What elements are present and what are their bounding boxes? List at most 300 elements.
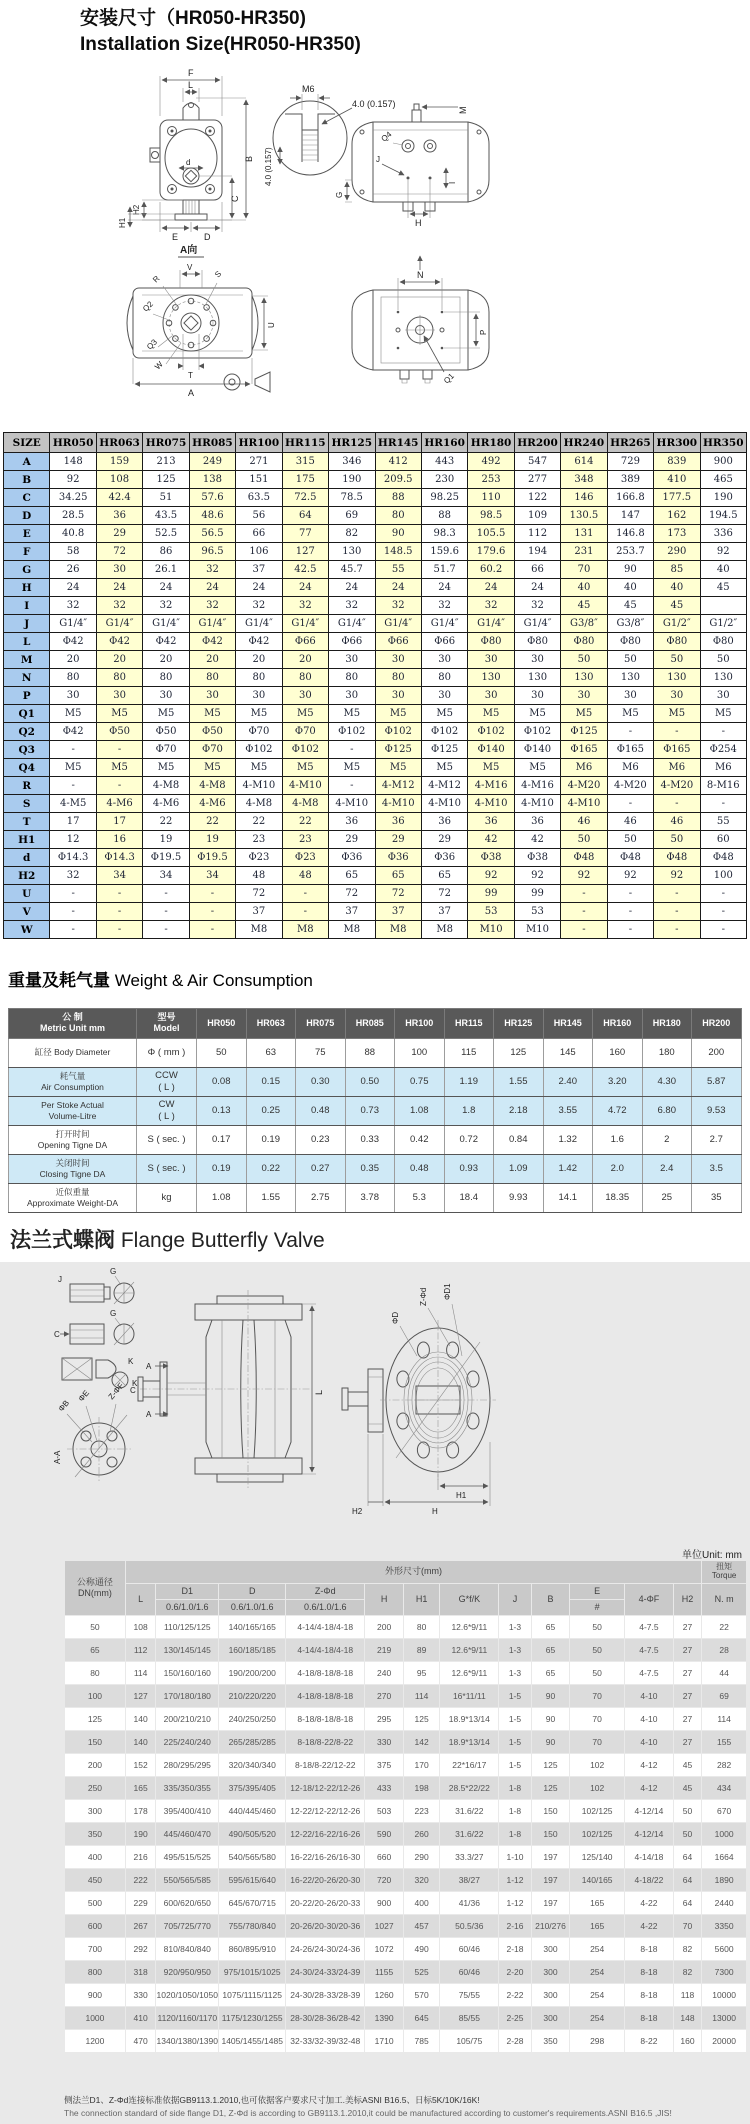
size-value-cell: 26.1	[143, 561, 189, 579]
size-value-cell: 88	[375, 489, 421, 507]
valve-value-cell: 298	[570, 2030, 625, 2053]
size-value-cell: Φ42	[50, 723, 96, 741]
valve-value-cell: 70	[570, 1731, 625, 1754]
valve-value-cell: 254	[570, 2007, 625, 2030]
size-value-cell: 30	[514, 651, 560, 669]
valve-value-cell: 12.6*9/11	[440, 1639, 499, 1662]
svg-text:4.0 (0.157): 4.0 (0.157)	[264, 147, 273, 186]
svg-text:N: N	[417, 270, 424, 280]
size-value-cell: 30	[514, 687, 560, 705]
size-value-cell: -	[607, 723, 653, 741]
weight-table-header	[9, 1009, 742, 1039]
valve-value-cell: 64	[673, 1869, 701, 1892]
size-row-label: J	[4, 615, 50, 633]
weight-value-cell: 18.35	[593, 1183, 643, 1212]
size-value-cell: G1/4″	[375, 615, 421, 633]
valve-value-cell: 320	[403, 1869, 440, 1892]
size-value-cell: M5	[421, 759, 467, 777]
size-value-cell: Φ80	[654, 633, 700, 651]
size-value-cell: 36	[468, 813, 514, 831]
size-row-V	[4, 903, 747, 921]
size-value-cell: M8	[421, 921, 467, 939]
size-value-cell: -	[96, 903, 142, 921]
valve-value-cell: 223	[403, 1800, 440, 1823]
size-row-H	[4, 579, 747, 597]
size-header-cell: HR100	[236, 433, 282, 453]
size-value-cell: 16	[96, 831, 142, 849]
size-value-cell: 32	[50, 597, 96, 615]
weight-value-cell: 1.08	[395, 1096, 445, 1125]
valve-value-cell: 70	[570, 1685, 625, 1708]
size-value-cell: 34.25	[50, 489, 96, 507]
col-h: H	[365, 1583, 404, 1616]
size-value-cell	[700, 597, 746, 615]
size-value-cell: 127	[282, 543, 328, 561]
size-row-label: I	[4, 597, 50, 615]
valve-value-cell: 2-25	[499, 2007, 531, 2030]
valve-value-cell: 670	[702, 1800, 747, 1823]
weight-value-cell: 0.23	[296, 1125, 346, 1154]
size-value-cell: 80	[236, 669, 282, 687]
valve-value-cell: 12.6*9/11	[440, 1616, 499, 1639]
svg-text:P: P	[479, 329, 488, 335]
valve-row-dn-100	[65, 1685, 747, 1708]
valve-value-cell: 4-10	[625, 1685, 674, 1708]
size-value-cell: M5	[654, 705, 700, 723]
size-value-cell: G1/4″	[236, 615, 282, 633]
valve-value-cell: 41/36	[440, 1892, 499, 1915]
size-value-cell: G1/4″	[189, 615, 235, 633]
col-h1: H1	[403, 1583, 440, 1616]
dn-header: 公称通径 DN(mm)	[65, 1561, 126, 1616]
valve-value-cell: 8-18	[625, 2007, 674, 2030]
valve-value-cell: 503	[365, 1800, 404, 1823]
size-value-cell: 4-M10	[329, 795, 375, 813]
valve-value-cell: 24-30/28-33/28-39	[286, 1984, 365, 2007]
pressure-d: 0.6/1.0/1.6	[219, 1599, 286, 1615]
size-value-cell: 78.5	[329, 489, 375, 507]
valve-row-dn-900	[65, 1984, 747, 2007]
torque-header: 扭矩 Torque	[702, 1561, 747, 1584]
valve-value-cell: 4-12	[625, 1777, 674, 1800]
valve-value-cell: 125	[531, 1754, 570, 1777]
valve-value-cell: 330	[365, 1731, 404, 1754]
valve-value-cell: 16-22/16-26/16-30	[286, 1846, 365, 1869]
size-value-cell: 57.6	[189, 489, 235, 507]
valve-value-cell: 89	[403, 1639, 440, 1662]
size-value-cell: Φ23	[236, 849, 282, 867]
valve-value-cell: 540/565/580	[219, 1846, 286, 1869]
size-value-cell: 51	[143, 489, 189, 507]
size-value-cell: 20	[236, 651, 282, 669]
weight-row-unit: S ( sec. )	[137, 1154, 197, 1183]
valve-value-cell: 75/55	[440, 1984, 499, 2007]
size-value-cell: Φ19.5	[143, 849, 189, 867]
valve-value-cell: 28-30/28-36/28-42	[286, 2007, 365, 2030]
model-column-header: HR145	[543, 1009, 593, 1039]
size-header-cell: HR240	[561, 433, 607, 453]
valve-value-cell: 4-14/18	[625, 1846, 674, 1869]
size-header-cell: HR350	[700, 433, 746, 453]
size-value-cell: 190	[329, 471, 375, 489]
size-value-cell: -	[654, 921, 700, 939]
valve-value-cell: 645/670/715	[219, 1892, 286, 1915]
size-value-cell: 30	[468, 687, 514, 705]
size-value-cell: 4-M8	[282, 795, 328, 813]
weight-value-cell: 1.55	[246, 1183, 296, 1212]
size-value-cell: 105.5	[468, 525, 514, 543]
size-value-cell: 50	[654, 831, 700, 849]
weight-value-cell: 3.78	[345, 1183, 395, 1212]
valve-value-cell: 12-18/12-22/12-26	[286, 1777, 365, 1800]
size-value-cell: 24	[189, 579, 235, 597]
size-value-cell: 50	[607, 651, 653, 669]
size-value-cell: 80	[329, 669, 375, 687]
valve-value-cell: 190/200/200	[219, 1662, 286, 1685]
valve-value-cell: 150	[65, 1731, 126, 1754]
valve-value-cell: 20-26/20-30/20-36	[286, 1915, 365, 1938]
size-value-cell: 24	[282, 579, 328, 597]
valve-value-cell: 900	[65, 1984, 126, 2007]
valve-value-cell: 8-18/8-18/8-18	[286, 1708, 365, 1731]
valve-value-cell: 300	[531, 1961, 570, 1984]
size-value-cell: Φ80	[514, 633, 560, 651]
valve-value-cell: 198	[403, 1777, 440, 1800]
size-value-cell: 72	[421, 885, 467, 903]
svg-text:A向: A向	[180, 245, 198, 256]
valve-value-cell: 490	[403, 1938, 440, 1961]
valve-value-cell: 165	[125, 1777, 155, 1800]
valve-value-cell: 160	[673, 2030, 701, 2053]
col-gfk: G*f/K	[440, 1583, 499, 1616]
size-row-label: Q2	[4, 723, 50, 741]
size-value-cell: M5	[468, 705, 514, 723]
valve-value-cell: 229	[125, 1892, 155, 1915]
size-value-cell: 37	[236, 561, 282, 579]
size-value-cell: 122	[514, 489, 560, 507]
svg-text:J: J	[376, 155, 380, 164]
size-value-cell: M5	[700, 705, 746, 723]
valve-value-cell: 210/276	[531, 1915, 570, 1938]
size-value-cell: 22	[189, 813, 235, 831]
valve-value-cell: 95	[403, 1662, 440, 1685]
thread-detail-view	[264, 84, 396, 186]
size-value-cell: M5	[468, 759, 514, 777]
valve-value-cell: 210/220/220	[219, 1685, 286, 1708]
valve-value-cell: 50.5/36	[440, 1915, 499, 1938]
size-header-cell: HR160	[421, 433, 467, 453]
valve-value-cell: 1-10	[499, 1846, 531, 1869]
valve-row-dn-125	[65, 1708, 747, 1731]
weight-value-cell: 0.19	[246, 1125, 296, 1154]
weight-row-name: Per Stoke Actual Volume-Litre	[9, 1096, 137, 1125]
svg-text:U: U	[267, 322, 276, 328]
valve-table-header	[65, 1561, 747, 1616]
weight-value-cell: 35	[692, 1183, 742, 1212]
weight-row-name: 耗气量 Air Consumption	[9, 1067, 137, 1096]
size-value-cell: M5	[96, 705, 142, 723]
size-value-cell: G1/4″	[282, 615, 328, 633]
valve-value-cell: 178	[125, 1800, 155, 1823]
valve-value-cell: 1075/1115/1125	[219, 1984, 286, 2007]
size-value-cell: 45	[700, 579, 746, 597]
size-value-cell: 839	[654, 453, 700, 471]
valve-value-cell: 65	[531, 1616, 570, 1639]
valve-value-cell: 2-18	[499, 1938, 531, 1961]
valve-value-cell: 31.6/22	[440, 1800, 499, 1823]
svg-text:K: K	[132, 1379, 138, 1388]
valve-value-cell: 755/780/840	[219, 1915, 286, 1938]
weight-value-cell: 50	[197, 1038, 247, 1067]
weight-value-cell: 0.48	[296, 1096, 346, 1125]
weight-value-cell: 1.09	[494, 1154, 544, 1183]
size-value-cell: Φ165	[607, 741, 653, 759]
valve-value-cell: 900	[365, 1892, 404, 1915]
size-value-cell: Φ140	[468, 741, 514, 759]
weight-value-cell: 0.27	[296, 1154, 346, 1183]
size-value-cell: M10	[468, 921, 514, 939]
size-value-cell: 98.5	[468, 507, 514, 525]
size-value-cell: 19	[189, 831, 235, 849]
valve-value-cell: 44	[702, 1662, 747, 1685]
size-value-cell: 130	[468, 669, 514, 687]
size-value-cell: 90	[607, 561, 653, 579]
valve-value-cell: 254	[570, 1961, 625, 1984]
size-row-J	[4, 615, 747, 633]
size-value-cell: 29	[421, 831, 467, 849]
size-value-cell: 72	[375, 885, 421, 903]
weight-row	[9, 1125, 742, 1154]
weight-value-cell: 2.0	[593, 1154, 643, 1183]
valve-value-cell: 114	[702, 1708, 747, 1731]
valve-section	[0, 1262, 750, 2124]
size-value-cell: Φ254	[700, 741, 746, 759]
svg-text:I: I	[448, 181, 457, 184]
size-value-cell: 4-M10	[468, 795, 514, 813]
valve-row-dn-450	[65, 1869, 747, 1892]
weight-value-cell: 2	[642, 1125, 692, 1154]
weight-value-cell: 0.25	[246, 1096, 296, 1125]
size-value-cell: 45	[607, 597, 653, 615]
valve-part-figures	[54, 1267, 138, 1388]
weight-value-cell: 75	[296, 1038, 346, 1067]
svg-text:Q3: Q3	[145, 337, 159, 352]
valve-value-cell: 7300	[702, 1961, 747, 1984]
size-value-cell: 29	[96, 525, 142, 543]
size-row-label: C	[4, 489, 50, 507]
weight-row	[9, 1154, 742, 1183]
valve-value-cell: 1-5	[499, 1685, 531, 1708]
valve-value-cell: 170/180/180	[156, 1685, 219, 1708]
weight-value-cell: 1.55	[494, 1067, 544, 1096]
weight-value-cell: 180	[642, 1038, 692, 1067]
size-value-cell: M5	[189, 759, 235, 777]
size-value-cell: 30	[96, 687, 142, 705]
svg-text:F: F	[188, 68, 194, 78]
size-value-cell: 4-M10	[282, 777, 328, 795]
size-value-cell: 900	[700, 453, 746, 471]
size-value-cell: Φ70	[236, 723, 282, 741]
size-row-Q2	[4, 723, 747, 741]
size-value-cell: 20	[189, 651, 235, 669]
size-value-cell: M5	[189, 705, 235, 723]
size-value-cell: 20	[143, 651, 189, 669]
valve-value-cell: 4-14/4-18/4-18	[286, 1639, 365, 1662]
size-value-cell: 72	[236, 885, 282, 903]
size-value-cell: 209.5	[375, 471, 421, 489]
size-value-cell: Φ36	[329, 849, 375, 867]
model-column-header: HR125	[494, 1009, 544, 1039]
valve-value-cell: 12-22/16-22/16-26	[286, 1823, 365, 1846]
valve-value-cell: 300	[531, 1938, 570, 1961]
col-zd: Z-Φd	[286, 1583, 365, 1599]
size-row-label: M	[4, 651, 50, 669]
valve-value-cell: 16-22/20-26/20-30	[286, 1869, 365, 1892]
valve-value-cell: 550/565/585	[156, 1869, 219, 1892]
svg-text:Q2: Q2	[141, 299, 155, 314]
valve-value-cell: 100	[65, 1685, 126, 1708]
valve-value-cell: 27	[673, 1708, 701, 1731]
size-value-cell: 99	[514, 885, 560, 903]
valve-value-cell: 22	[702, 1616, 747, 1639]
size-value-cell: Φ125	[375, 741, 421, 759]
size-row-label: F	[4, 543, 50, 561]
weight-value-cell: 125	[494, 1038, 544, 1067]
size-value-cell: Φ102	[468, 723, 514, 741]
size-value-cell: 138	[189, 471, 235, 489]
weight-value-cell: 0.48	[395, 1154, 445, 1183]
pressure-d1: 0.6/1.0/1.6	[156, 1599, 219, 1615]
valve-value-cell: 8-18	[625, 1961, 674, 1984]
svg-text:T: T	[188, 371, 193, 380]
valve-value-cell: 160/185/185	[219, 1639, 286, 1662]
valve-dimension-table	[64, 1560, 747, 2053]
size-value-cell: 4-M16	[468, 777, 514, 795]
valve-value-cell: 27	[673, 1662, 701, 1685]
size-value-cell: 159.6	[421, 543, 467, 561]
size-value-cell: 20	[96, 651, 142, 669]
size-value-cell: 253	[468, 471, 514, 489]
svg-text:H1: H1	[456, 1491, 467, 1500]
valve-value-cell: 90	[531, 1685, 570, 1708]
valve-value-cell: 450	[65, 1869, 126, 1892]
size-value-cell: 4-M5	[50, 795, 96, 813]
valve-value-cell: 4-22	[625, 1892, 674, 1915]
valve-value-cell: 38/27	[440, 1869, 499, 1892]
size-value-cell: 32	[421, 597, 467, 615]
size-value-cell: 32	[329, 597, 375, 615]
size-value-cell: 4-M16	[514, 777, 560, 795]
size-value-cell: 53	[514, 903, 560, 921]
valve-value-cell: 295	[365, 1708, 404, 1731]
size-row-label: H2	[4, 867, 50, 885]
valve-value-cell: 375	[365, 1754, 404, 1777]
weight-value-cell: 160	[593, 1038, 643, 1067]
weight-value-cell: 9.93	[494, 1183, 544, 1212]
svg-text:E: E	[172, 232, 179, 242]
size-value-cell: M5	[143, 759, 189, 777]
valve-value-cell: 434	[702, 1777, 747, 1800]
size-value-cell: M5	[607, 705, 653, 723]
size-value-cell: M5	[282, 759, 328, 777]
size-value-cell: 34	[189, 867, 235, 885]
size-row-label: V	[4, 903, 50, 921]
valve-value-cell: 13000	[702, 2007, 747, 2030]
size-value-cell: 80	[421, 669, 467, 687]
size-value-cell: 249	[189, 453, 235, 471]
size-value-cell: 4-M10	[561, 795, 607, 813]
valve-value-cell: 12-22/12-22/12-26	[286, 1800, 365, 1823]
size-value-cell: 72	[96, 543, 142, 561]
size-value-cell: 66	[514, 561, 560, 579]
size-value-cell: 92	[654, 867, 700, 885]
valve-value-cell: 292	[125, 1938, 155, 1961]
valve-value-cell: 1-12	[499, 1869, 531, 1892]
svg-text:A: A	[188, 388, 195, 398]
weight-value-cell: 25	[642, 1183, 692, 1212]
size-value-cell: 30	[236, 687, 282, 705]
weight-value-cell: 5.3	[395, 1183, 445, 1212]
valve-value-cell: 4-7.5	[625, 1639, 674, 1662]
svg-text:K: K	[128, 1357, 134, 1366]
size-header-cell: HR085	[189, 433, 235, 453]
size-value-cell: 29	[375, 831, 421, 849]
size-row-label: E	[4, 525, 50, 543]
size-value-cell: 32	[236, 597, 282, 615]
valve-value-cell: 570	[403, 1984, 440, 2007]
valve-value-cell: 1020/1050/1050	[156, 1984, 219, 2007]
size-value-cell: Φ70	[282, 723, 328, 741]
valve-value-cell: 50	[65, 1616, 126, 1639]
size-value-cell: -	[189, 921, 235, 939]
valve-value-cell: 4-10	[625, 1731, 674, 1754]
size-row-label: H1	[4, 831, 50, 849]
valve-value-cell: 1-3	[499, 1639, 531, 1662]
svg-text:ΦD1: ΦD1	[443, 1283, 452, 1300]
size-value-cell: 32	[50, 867, 96, 885]
size-value-cell: 4-M20	[654, 777, 700, 795]
weight-section-title	[8, 966, 313, 991]
valve-value-cell: 140	[125, 1731, 155, 1754]
size-value-cell: Φ140	[514, 741, 560, 759]
size-row-label: G	[4, 561, 50, 579]
size-value-cell: 23	[282, 831, 328, 849]
valve-value-cell: 1-5	[499, 1731, 531, 1754]
valve-value-cell: 1664	[702, 1846, 747, 1869]
valve-row-dn-300	[65, 1800, 747, 1823]
size-row-H2	[4, 867, 747, 885]
svg-text:H: H	[432, 1507, 438, 1516]
size-value-cell: 34	[96, 867, 142, 885]
svg-text:Q4: Q4	[379, 129, 394, 144]
valve-value-cell: 22*16/17	[440, 1754, 499, 1777]
valve-value-cell: 10000	[702, 1984, 747, 2007]
size-value-cell: M5	[514, 705, 560, 723]
size-value-cell: Φ48	[561, 849, 607, 867]
valve-value-cell: 80	[403, 1616, 440, 1639]
svg-text:d: d	[186, 158, 191, 167]
weight-row-name: 缸径 Body Diameter	[9, 1038, 137, 1067]
size-header-cell: HR063	[96, 433, 142, 453]
valve-value-cell: 595/615/640	[219, 1869, 286, 1892]
size-value-cell: 53	[468, 903, 514, 921]
size-value-cell: M5	[282, 705, 328, 723]
size-value-cell: 37	[329, 903, 375, 921]
weight-title-zh: 重量及耗气量	[8, 971, 110, 990]
valve-value-cell: 470	[125, 2030, 155, 2053]
valve-value-cell: 65	[531, 1639, 570, 1662]
valve-value-cell: 4-18/8-18/8-18	[286, 1685, 365, 1708]
